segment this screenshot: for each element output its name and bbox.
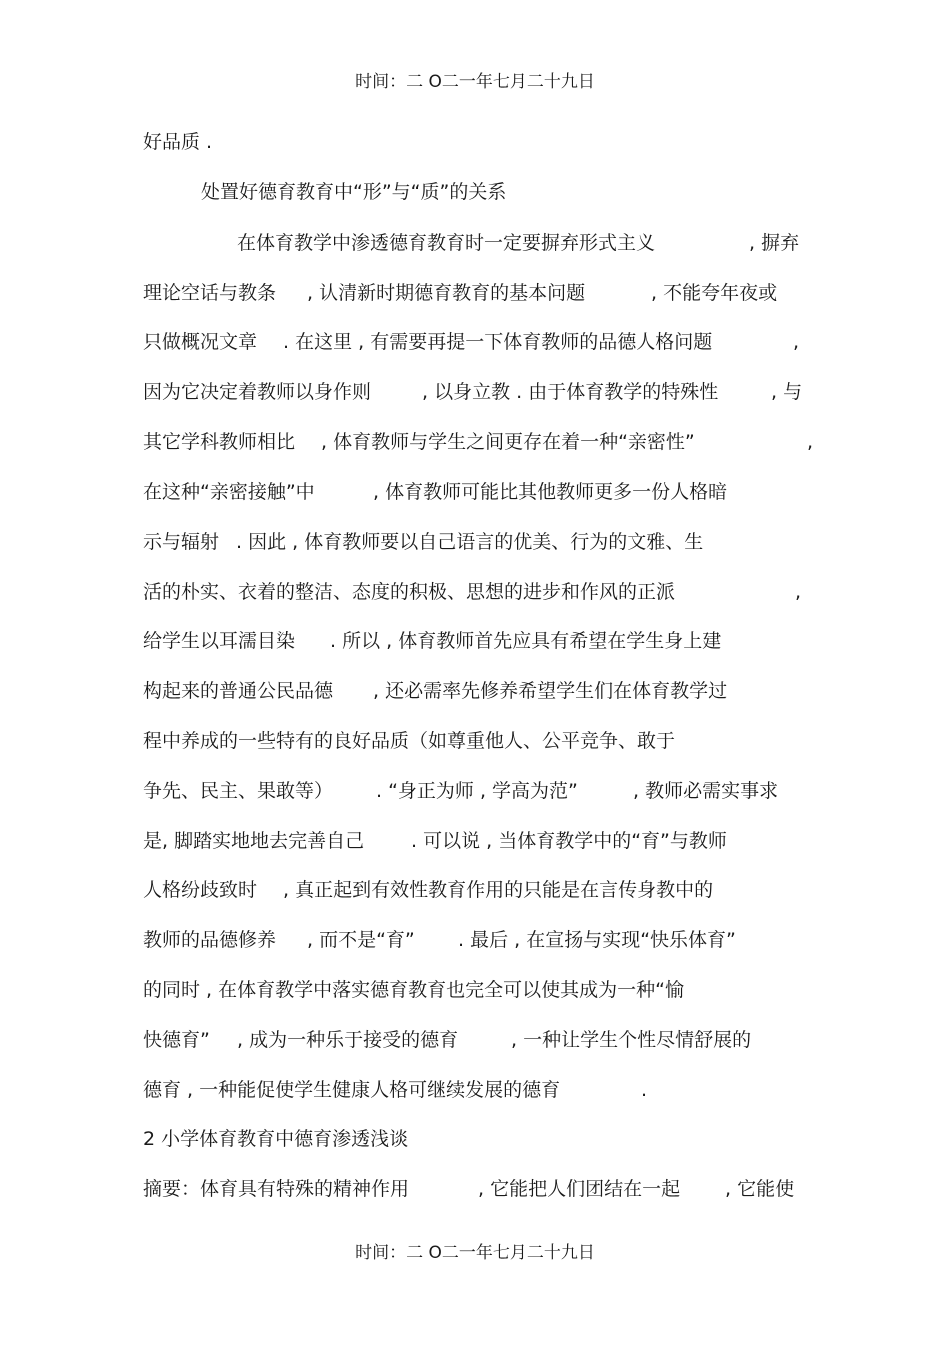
text-line: 在体育教学中渗透德育教育时一定要摒弃形式主义 xyxy=(237,232,656,254)
text-line: , 以身立教 . 由于体育教学的特殊性 xyxy=(422,381,719,403)
text-line: 示与辐射 xyxy=(143,531,220,553)
text-line: , xyxy=(793,331,800,353)
text-line: , 而不是“育” xyxy=(307,929,415,951)
page-footer: 时间：二 O二一年七月二十九日 xyxy=(355,1243,595,1263)
text-line: . 在这里 , 有需要再提一下体育教师的品德人格问题 xyxy=(283,331,713,353)
text-line: , 摒弃 xyxy=(749,232,800,254)
text-line: 的同时 , 在体育教学中落实德育教育也完全可以使其成为一种“愉 xyxy=(143,979,684,1001)
text-line: . “身正为师 , 学高为范” xyxy=(376,780,578,802)
text-line: 是, 脚踏实地地去完善自己 xyxy=(143,830,365,852)
text-line: 争先、民主、果敢等） xyxy=(143,780,334,802)
text-line: 只做概况文章 xyxy=(143,331,258,353)
text-line: , 体育教师可能比其他教师更多一份人格暗 xyxy=(373,481,728,503)
text-line: , 一种让学生个性尽情舒展的 xyxy=(511,1029,752,1051)
text-line: 人格纷歧致时 xyxy=(143,879,258,901)
text-line: , 成为一种乐于接受的德育 xyxy=(237,1029,459,1051)
text-line: , 体育教师与学生之间更存在着一种“亲密性” xyxy=(321,431,695,453)
page-header: 时间：二 O二一年七月二十九日 xyxy=(355,72,595,92)
text-line: 快德育” xyxy=(143,1029,210,1051)
text-line: 因为它决定着教师以身作则 xyxy=(143,381,372,403)
text-line: 理论空话与教条 xyxy=(143,282,277,304)
text-line: . 所以 , 体育教师首先应具有希望在学生身上建 xyxy=(330,630,722,652)
text-line: , 真正起到有效性教育作用的只能是在言传身教中的 xyxy=(283,879,714,901)
text-line: , 还必需率先修养希望学生们在体育教学过 xyxy=(373,680,728,702)
text-line: . 可以说 , 当体育教学中的“育”与教师 xyxy=(411,830,727,852)
text-line: , 与 xyxy=(771,381,803,403)
section-heading: 处置好德育教育中“形”与“质”的关系 xyxy=(201,181,507,203)
section-heading: 2 小学体育教育中德育渗透浅谈 xyxy=(143,1128,409,1150)
text-line: 构起来的普通公民品德 xyxy=(143,680,334,702)
text-line: 活的朴实、衣着的整洁、态度的积极、思想的进步和作风的正派 xyxy=(143,581,676,603)
text-line: , 不能夸年夜或 xyxy=(651,282,778,304)
text-line: 程中养成的一些特有的良好品质（如尊重他人、公平竞争、敢于 xyxy=(143,730,676,752)
text-line: . xyxy=(641,1079,648,1101)
text-line: , xyxy=(807,431,814,453)
text-line: , 教师必需实事求 xyxy=(633,780,779,802)
text-line: , 它能使 xyxy=(725,1178,795,1200)
text-line: 教师的品德修养 xyxy=(143,929,277,951)
text-line: , xyxy=(795,581,802,603)
text-line: 德育 , 一种能促使学生健康人格可继续发展的德育 xyxy=(143,1079,561,1101)
text-line: , 它能把人们团结在一起 xyxy=(478,1178,681,1200)
text-line: 其它学科教师相比 xyxy=(143,431,296,453)
text-line: 好品质 . xyxy=(143,131,213,153)
abstract-line: 摘要：体育具有特殊的精神作用 xyxy=(143,1178,410,1200)
text-line: . 因此 , 体育教师要以自己语言的优美、行为的文雅、生 xyxy=(236,531,704,553)
text-line: , 认清新时期德育教育的基本问题 xyxy=(307,282,586,304)
text-line: 给学生以耳濡目染 xyxy=(143,630,296,652)
text-line: 在这种“亲密接触”中 xyxy=(143,481,315,503)
text-line: . 最后 , 在宣扬与实现“快乐体育” xyxy=(458,929,736,951)
